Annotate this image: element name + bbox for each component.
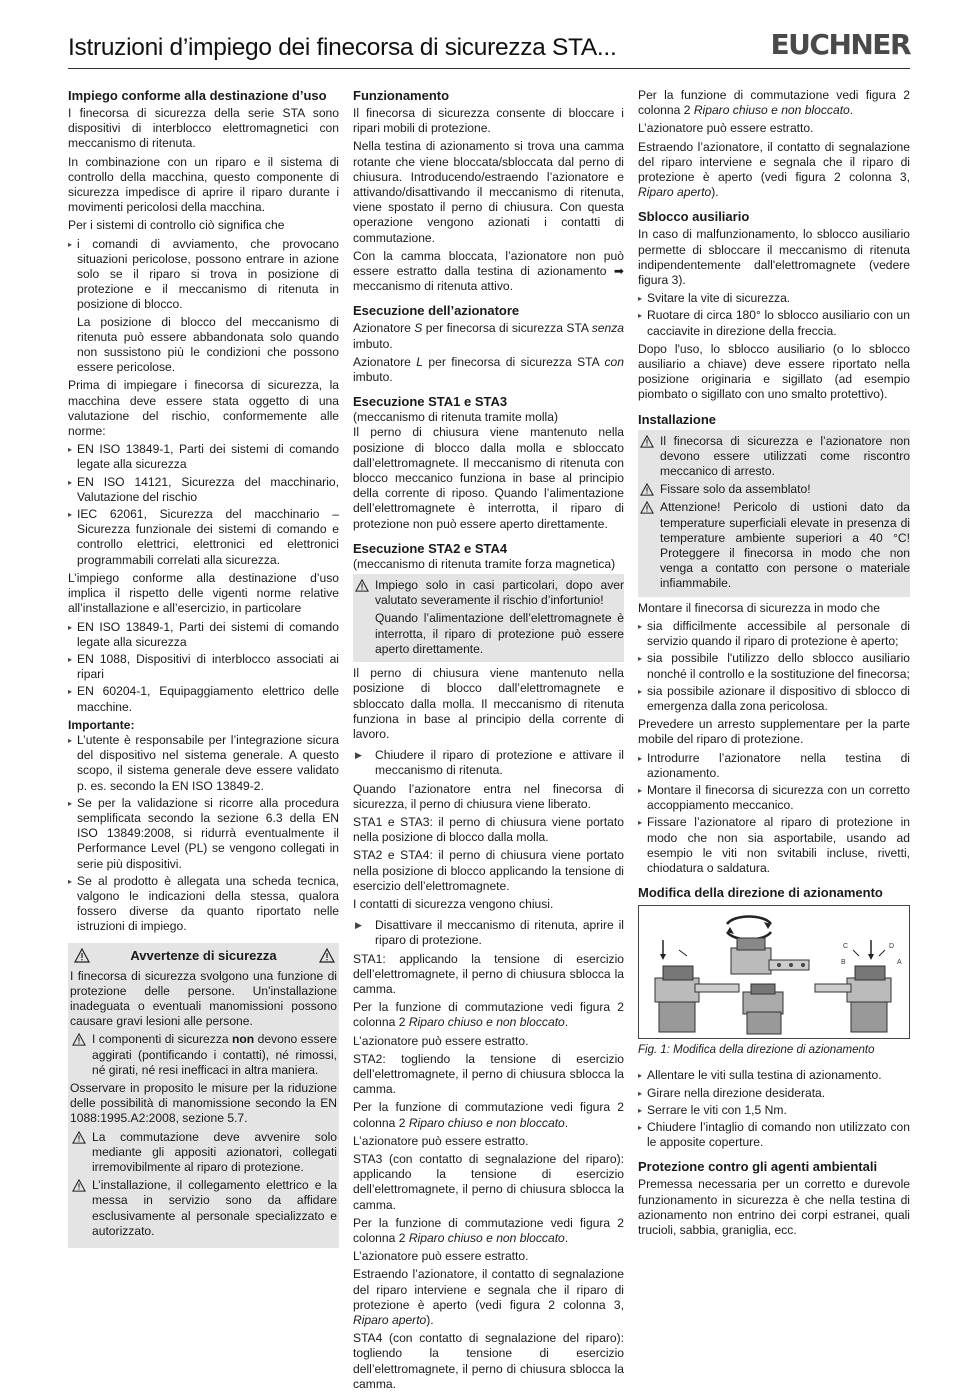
paragraph: Premessa necessaria per un corretto e durevole funzionamento in sicurezza è che nella testina di azionamento non entrino dei corpi estranei, quali trucioli, sabbia, graniglia, ecc. [638,1177,910,1237]
column-1 [68,88,339,1248]
paragraph: Azionatore L per finecorsa di sicurezza STA con imbuto. [353,354,624,385]
section-title: Installazione [638,411,717,427]
warning-item: Il finecorsa di sicurezza e l’azionatore non devono essere utilizzati come riscontro meccanico di arresto. [638,434,910,480]
bullet-list [638,751,910,877]
paragraph: Montare il finecorsa di sicurezza in modo che [638,600,880,615]
paragraph: Dopo l'uso, lo sblocco ausiliario (o lo sblocco ausiliario a chiave) deve essere riportato nella posizione originaria e sigillato (ad esempio piombato o sigillato con uno smalto protettivo). [638,341,910,402]
section-title: Impiego conforme alla destinazione d’uso [68,88,327,103]
column-2 [353,88,624,1395]
paragraph: Il finecorsa di sicurezza consente di bloccare i ripari mobili di protezione. [353,106,624,136]
paragraph: I finecorsa di sicurezza svolgono una funzione di protezione delle persone. Un'installazione inadeguata o eventuali manomissioni possono causare gravi lesioni alle persone. [70,968,337,1029]
list-item: ▸ sia possibile l'utilizzo dello sblocco ausiliario nonché il controllo e la sostituzione del finecorsa; [638,651,910,681]
warning-icon [640,501,654,514]
important-label: Importante: [68,717,135,732]
warning-icon [72,1033,86,1046]
step-list [353,918,624,948]
paragraph: L’azionatore può essere estratto. [353,1133,529,1148]
section-title: Modifica della direzione di azionamento [638,885,883,901]
bullet-list [68,733,339,935]
safety-warnings-box [68,943,339,1248]
switch-illustration [639,906,909,1036]
warning-item: Fissare solo da assemblato! [638,482,910,497]
list-item: ▸ Montare il finecorsa di sicurezza con un corretto accoppiamento meccanico. [638,783,910,813]
paragraph: L’azionatore può essere estratto. [638,121,814,136]
warning-text: Quando l’alimentazione dell’elettromagnete è interrotta, il riparo di protezione può essere aperto direttamente. [375,611,624,656]
list-item: ▸ Allentare le viti sulla testina di azionamento. [638,1068,910,1083]
paragraph: STA4 (con contatto di segnalazione del riparo): togliendo la tensione di esercizio dell’elettromagnete, il perno di chiusura sblocca la camma. [353,1331,624,1391]
warning-box [638,430,910,597]
paragraph: Estraendo l’azionatore, il contatto di segnalazione del riparo interviene e segnala che il riparo di protezione è aperto (vedi figura 2 colonna 3, Riparo aperto). [638,139,910,200]
page-header [68,30,910,69]
list-item: ▸ Chiudere l’intaglio di comando non utilizzato con le apposite coperture. [638,1120,910,1150]
list-item: ▸ EN ISO 13849-1, Parti dei sistemi di comando legate alla sicurezza [68,620,339,650]
paragraph: Per la funzione di commutazione vedi figura 2 colonna 2 Riparo chiuso e non bloccato. [638,88,910,118]
paragraph: L’impiego conforme alla destinazione d’uso implica il rispetto delle vigenti norme relative all’installazione e all’esercizio, in particolare [68,570,339,616]
section-subtitle: (meccanismo di ritenuta tramite forza magnetica) [353,556,616,571]
warning-item: La commutazione deve avvenire solo mediante gli appositi azionatori, collegati irremovibilmente al riparo di protezione. [70,1130,337,1176]
paragraph: In combinazione con un riparo e il sistema di controllo della macchina, questo componente di sicurezza impedisce di aprire il riparo durante i movimenti pericolosi della macchina. [68,154,339,215]
step-list [353,748,624,778]
paragraph: Per i sistemi di controllo ciò significa che [68,218,285,233]
section-subtitle: (meccanismo di ritenuta tramite molla) [353,410,558,425]
paragraph: Per la funzione di commutazione vedi figura 2 colonna 2 Riparo chiuso e non bloccato. [353,1000,624,1030]
paragraph: Quando l’azionatore entra nel finecorsa di sicurezza, il perno di chiusura viene liberato. [353,781,624,811]
paragraph: Per la funzione di commutazione vedi figura 2 colonna 2 Riparo chiuso e non bloccato. [353,1215,624,1245]
list-item: ▸ sia difficilmente accessibile al personale di servizio quando il riparo di protezione è aperto; [638,619,910,649]
paragraph: Il perno di chiusura viene mantenuto nella posizione di blocco dall’elettromagnete e sbloccato dalla molla. Il meccanismo di ritenuta funziona in base al principio della corrente di lavoro. [353,666,624,741]
warning-icon [72,1131,86,1144]
list-item: ▸ EN ISO 14121, Sicurezza del macchinario, Valutazione del rischio [68,475,339,505]
paragraph: STA1: applicando la tensione di esercizio dell’elettromagnete, il perno di chiusura sblocca la camma. [353,951,624,996]
section-title: Protezione contro gli agenti ambientali [638,1159,878,1175]
paragraph: Prevedere un arresto supplementare per la parte mobile del riparo di protezione. [638,717,910,747]
label-b: B [841,959,846,967]
figure-actuation-direction [638,905,910,1039]
paragraph: In caso di malfunzionamento, lo sblocco ausiliario permette di sbloccare il meccanismo di ritenuta indipendentemente dall'elettromagnete (vedere figura 3). [638,227,910,288]
warning-item: L’installazione, il collegamento elettrico e la messa in servizio sono da affidare esclusivamente al personale specializzato e autorizzato. [70,1178,337,1239]
bullet-list [68,442,339,568]
paragraph: Nella testina di azionamento si trova una camma rotante che viene bloccata/sbloccata dal perno di chiusura. Introducendo/estraendo l’azionatore e attivando/disattivando il meccanismo di ritenuta, viene spostato il perno di chiusura. Con questa operazione vengono azionati i contatti di commutazione. [353,139,624,245]
list-item: ▸ Fissare l’azionatore al riparo di protezione in modo che non sia asportabile, usando ad esempio le viti non svitabili incluse, rivetti, chiodatura o saldatura. [638,815,910,876]
bullet-list [68,237,339,376]
warning-item: I componenti di sicurezza non devono essere aggirati (pontificando i contatti), né rimossi, né girati, né resi inefficaci in altra maniera. [70,1032,337,1078]
list-item: ▸ i comandi di avviamento, che provocano situazioni pericolose, possono entrare in azione solo se il riparo si trova in posizione di protezione e il meccanismo di ritenuta in posizione di blocco. La posizione di blocco del meccanismo di ritenuta può essere abbandonata solo quando non sussistono più le condizioni che possono essere pericolose. [68,237,339,376]
list-item: ▸ Svitare la vite di sicurezza. [638,291,910,306]
bullet-list [638,291,910,339]
warning-icon [640,483,654,496]
warning-icon [319,948,333,961]
label-a: A [897,959,902,967]
column-3 [638,88,910,1241]
step-item: ▶ Disattivare il meccanismo di ritenuta, aprire il riparo di protezione. [353,918,624,948]
label-c: C [843,943,849,951]
paragraph: Con la camma bloccata, l’azionatore non può essere estratto dalla testina di azionamento ➡ meccanismo di ritenuta attivo. [353,248,624,294]
list-item: ▸ Ruotare di circa 180° lo sblocco ausiliario con un cacciavite in direzione della freccia. [638,308,910,338]
list-item: ▸ EN 60204-1, Equipaggiamento elettrico delle macchine. [68,684,339,714]
paragraph: Il perno di chiusura viene mantenuto nella posizione di blocco dalla molla e sbloccato dall’elettromagnete. Il meccanismo di ritenuta con blocco meccanico funziona in base al principio della corrente di riposo. Quando l’alimentazione dell’elettromagnete è interrotta, il riparo di protezione non può essere aperto direttamente. [353,425,624,531]
list-item: ▸ Serrare le viti con 1,5 Nm. [638,1103,910,1118]
warning-item: Attenzione! Pericolo di ustioni dato da temperature superficiali elevate in presenza di temperature ambiente superiori a 40 °C! Proteggere il finecorsa in modo che non venga a contatto con persone o materiale infiammabile. [638,500,910,591]
section-title: Funzionamento [353,88,450,103]
list-item: ▸ Se per la validazione si ricorre alla procedura semplificata secondo la sezione 6.3 della EN ISO 13849:2008, si ridurrà eventualmente il Performance Level (PL) se vengono collegati in serie più dispositivi. [68,796,339,872]
section-title: Esecuzione STA2 e STA4 [353,540,508,556]
warning-icon [72,1179,86,1192]
list-item: ▸ Girare nella direzione desiderata. [638,1086,910,1101]
list-item: ▸ EN ISO 13849-1, Parti dei sistemi di comando legate alla sicurezza [68,442,339,472]
warning-icon [355,579,369,592]
bullet-list [638,619,910,714]
warning-icon [74,948,88,961]
paragraph: I contatti di sicurezza vengono chiusi. [353,896,554,911]
paragraph: Prima di impiegare i finecorsa di sicurezza, la macchina deve essere stata oggetto di una valutazione del rischio, conformemente alle norme: [68,378,339,439]
paragraph: Azionatore S per finecorsa di sicurezza STA senza imbuto. [353,321,624,351]
paragraph: STA2 e STA4: il perno di chiusura viene portato nella posizione di blocco applicando la tensione di esercizio dell’elettromagnete. [353,848,624,893]
list-item: ▸ L’utente è responsabile per l’integrazione sicura del dispositivo nel sistema generale. A questo scopo, il sistema generale deve essere validato p. es. secondo la EN ISO 13849-2. [68,733,339,794]
warning-box [353,574,624,662]
paragraph: STA2: togliendo la tensione di esercizio dell’elettromagnete, il perno di chiusura sblocca la camma. [353,1051,624,1097]
list-item: ▸ sia possibile azionare il dispositivo di sblocco di emergenza dalla zona pericolosa. [638,684,910,714]
warnings-heading: Avvertenze di sicurezza [70,947,337,967]
step-item: ▶ Chiudere il riparo di protezione e attivare il meccanismo di ritenuta. [353,748,624,778]
warning-icon [640,435,654,448]
bullet-list [68,620,339,715]
paragraph: STA1 e STA3: il perno di chiusura viene portato nella posizione di blocco dalla molla. [353,814,624,845]
section-title: Esecuzione dell’azionatore [353,303,520,319]
paragraph: Osservare in proposito le misure per la riduzione delle possibilità di manomissione secondo la EN 1088:1995.A2:2008, sezione 5.7. [70,1080,337,1126]
bullet-list [638,1068,910,1150]
list-item: ▸ EN 1088, Dispositivi di interblocco associati ai ripari [68,652,339,682]
page-title: Istruzioni d’impiego dei finecorsa di sicurezza STA... [68,34,617,61]
paragraph: STA3 (con contatto di segnalazione del riparo): applicando la tensione di esercizio dell’elettromagnete, il perno di chiusura sblocca la camma. [353,1151,624,1212]
section-title: Sblocco ausiliario [638,209,750,225]
paragraph: L’azionatore può essere estratto. [353,1249,529,1264]
paragraph: I finecorsa di sicurezza della serie STA sono dispositivi di interblocco elettromagnetici con meccanismo di ritenuta. [68,106,339,151]
list-item: ▸ Se al prodotto è allegata una scheda tecnica, valgono le indicazioni della stessa, qualora fossero diverse da quanto riportato nelle istruzioni di impiego. [68,874,339,935]
paragraph: Estraendo l’azionatore, il contatto di segnalazione del riparo interviene e segnala che il riparo di protezione è aperto (vedi figura 2 colonna 3, Riparo aperto). [353,1267,624,1328]
paragraph: L’azionatore può essere estratto. [353,1033,529,1048]
section-title: Esecuzione STA1 e STA3 [353,394,508,410]
paragraph: Per la funzione di commutazione vedi figura 2 colonna 2 Riparo chiuso e non bloccato. [353,1100,624,1130]
brand-logo: EUCHNER [770,28,910,61]
figure-caption: Fig. 1: Modifica della direzione di azionamento [638,1044,875,1057]
list-item: ▸ Introdurre l’azionatore nella testina di azionamento. [638,751,910,781]
warning-item: Impiego solo in casi particolari, dopo aver valutato severamente il rischio d’infortunio! [353,578,624,608]
list-item: ▸ IEC 62061, Sicurezza del macchinario – Sicurezza funzionale dei sistemi di comando e controllo elettrici, elettronici ed elettronici programmabili correlati alla sicurezza. [68,507,339,568]
label-d: D [889,943,895,951]
